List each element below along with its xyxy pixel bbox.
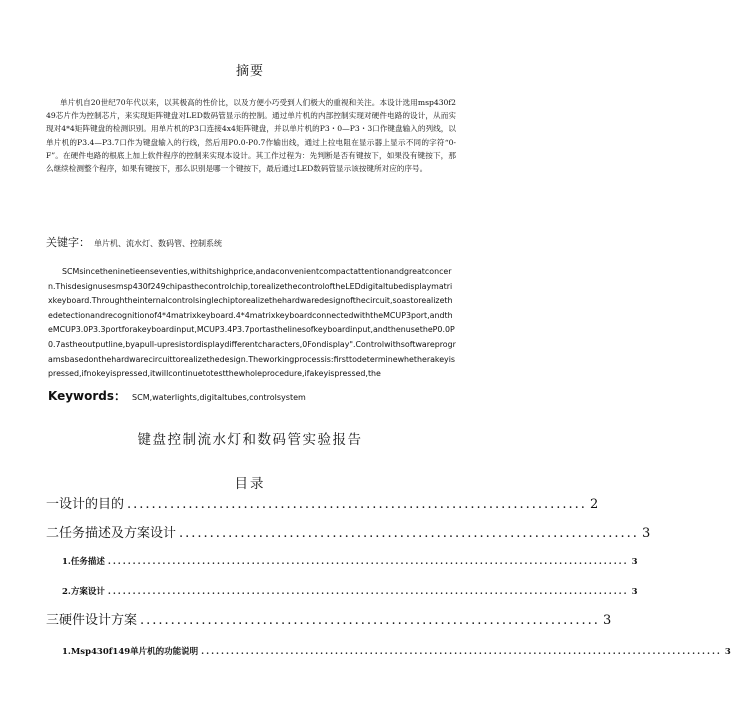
toc-entry[interactable] bbox=[62, 555, 638, 567]
keywords-en-text: SCM,waterlights,digitaltubes,controlsystem bbox=[132, 393, 306, 402]
toc-entry-page: 3 bbox=[631, 557, 638, 567]
toc-entry[interactable] bbox=[46, 609, 612, 628]
toc-leader-dots: ........................................................................... bbox=[179, 526, 639, 541]
toc-entry[interactable] bbox=[62, 645, 731, 657]
toc-entry[interactable] bbox=[46, 522, 651, 541]
keywords-cn-text: 单片机、流水灯、数码管、控制系统 bbox=[94, 239, 222, 248]
toc-entry[interactable] bbox=[46, 493, 599, 512]
keywords-cn-label: 关键字： bbox=[46, 236, 90, 249]
toc-entry-text: 二任务描述及方案设计 bbox=[46, 526, 177, 541]
toc-entry-page: 3 bbox=[724, 647, 731, 657]
toc-entry-page: 3 bbox=[641, 526, 651, 541]
toc-entry-text: 1.任务描述 bbox=[62, 557, 105, 567]
toc-leader-dots: ......................................................................................................... bbox=[201, 647, 722, 657]
toc-entry-text: 2.方案设计 bbox=[62, 587, 105, 597]
toc-leader-dots: ......................................................................................................... bbox=[107, 587, 629, 597]
toc-title: 目录 bbox=[234, 476, 266, 492]
toc-entry-page: 2 bbox=[589, 497, 599, 512]
toc-entry-text: 一设计的目的 bbox=[46, 497, 125, 512]
abstract-body-cn: 单片机自20世纪70年代以来，以其极高的性价比，以及方便小巧受到人们极大的重视和关注。本设计选用msp430f249芯片作为控制芯片，来实现矩阵键盘对LED数码管显示的控制。通过单片机的内部控制实现对硬件电路的设计，从而实现对4*4矩阵键盘的检测识别。用单片机的P3口连接4x4矩阵键盘，并以单片机的P3・0—P3・3口作键盘输入的列线，以单片机的P3.4—P3.7口作为键盘输入的行线，然后用P0.0-P0.7作输出线，通过上拉电阻在显示器上显示不同的字符“0-F”。在硬件电路的根底上加上软件程序的控制来实现本设计。其工作过程为：先判断是否有键按下，如果没有键按下，那么继续检测整个程序，如果有键按下，那么识别是哪一个键按下，最后通过LED数码管显示该按键所对应的序号。 bbox=[46, 98, 456, 174]
abstract-title: 摘要 bbox=[235, 64, 264, 79]
report-title: 键盘控制流水灯和数码管实验报告 bbox=[137, 432, 363, 448]
toc-entry[interactable] bbox=[62, 585, 638, 597]
abstract-body-en: SCMsincetheninetieenseventies,withitshighprice,andaconvenientcompactattentionandgreatconcern.Thisdesignusesmsp430f249chipasthecontrolchip,torealizethecontroloftheLEDdigitaltubedisplaymatrixkeyboard.Throughtheinternalcontrolsinglechiptorealizethehardwaredesignofthecircuit,soastorealizethedetectionandrecognitionof4*4matrixkeyboard.4*4matrixkeyboardconnectedwiththeMCUP3port,andtheMCUP3.0P3.3portforakeyboardinput,MCUP3.4P3.7portasthelinesofkeyboardinput,andthenusetheP0.0P0.7astheoutputline,byapull-upresistordisplaydifferentcharacters,0Fondisplay".Controlwithsoftwareprogramsbasedonthehardwarecircuittorealizethedesign.Theworkingprocessis:firsttodeterminewhetherakeyispressed,ifnokeyispressed,itwillcontinuetotestthewholeprocedure,ifakeyispressed,the bbox=[48, 267, 456, 379]
toc-leader-dots: ......................................................................................................... bbox=[107, 557, 629, 567]
toc-entry-page: 3 bbox=[631, 587, 638, 597]
toc-leader-dots: ........................................................................... bbox=[140, 613, 600, 628]
toc-entry-text: 1.Msp430f149单片机的功能说明 bbox=[62, 647, 199, 657]
keywords-en bbox=[48, 387, 458, 404]
keywords-en-label: Keywords： bbox=[48, 389, 127, 403]
toc-leader-dots: ........................................................................... bbox=[127, 497, 587, 512]
toc-entry-page: 3 bbox=[602, 613, 612, 628]
toc-entry-text: 三硬件设计方案 bbox=[46, 613, 138, 628]
keywords-cn bbox=[46, 236, 456, 251]
